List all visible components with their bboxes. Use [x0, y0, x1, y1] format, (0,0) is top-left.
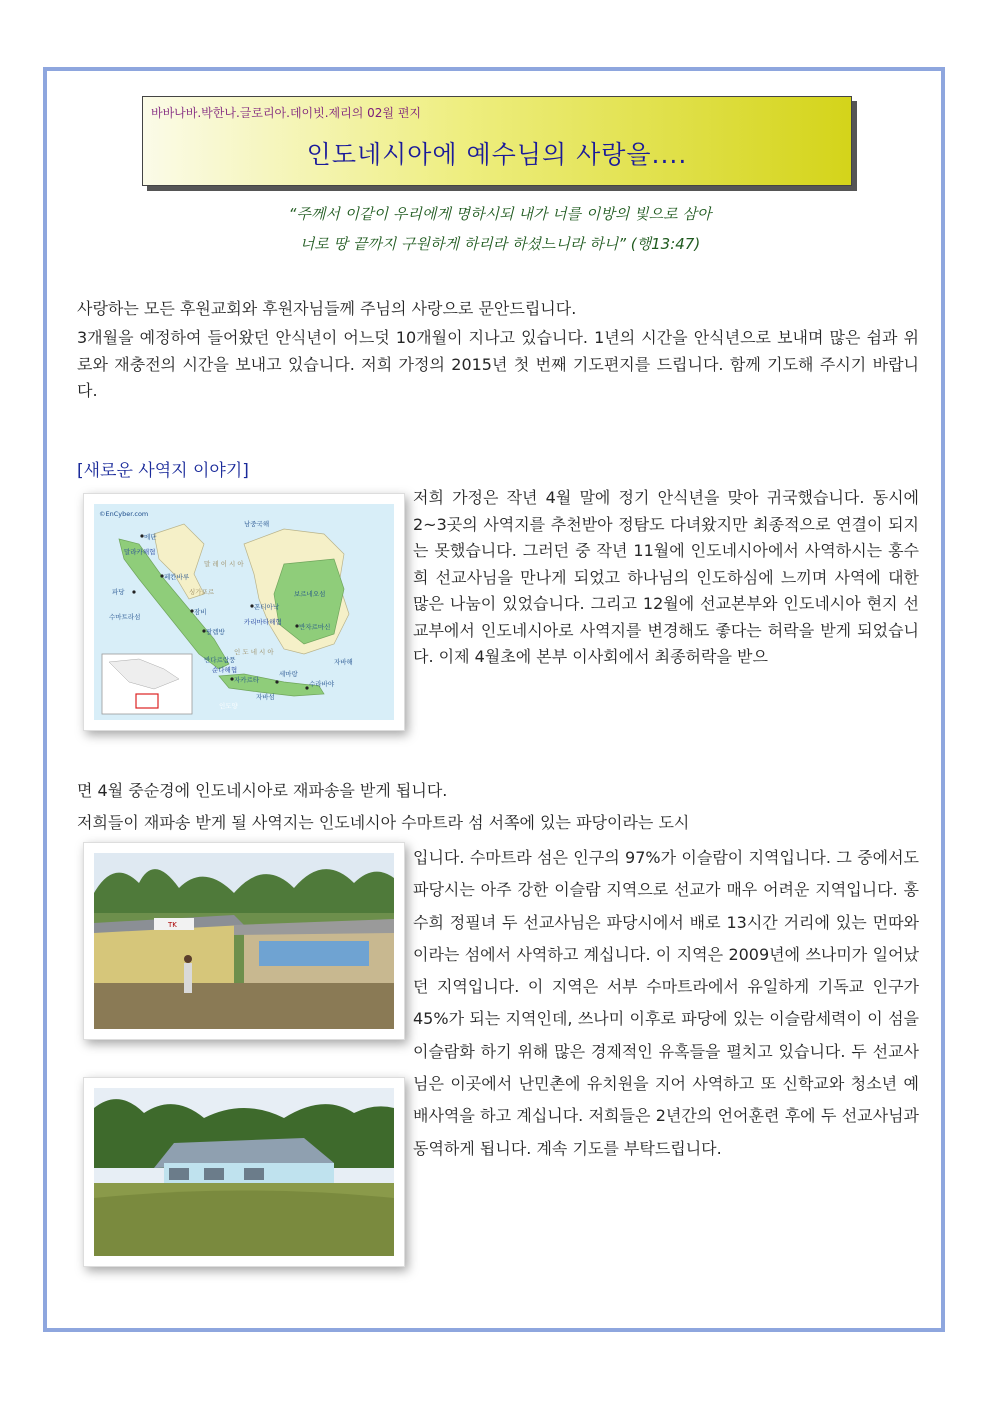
map-label-palembang: 팔렘방	[206, 628, 225, 636]
map-label-indian-ocean: 인도양	[219, 702, 238, 710]
map-label-malaysia: 말 레 이 시 아	[204, 560, 244, 568]
map-label-karimata: 카리마타해협	[244, 618, 282, 626]
map-label-medan: 메단	[144, 533, 157, 541]
greeting: 사랑하는 모든 후원교회와 후원자님들께 주님의 사랑으로 문안드립니다.	[77, 299, 577, 318]
banner-title: 인도네시아에 예수님의 사랑을....	[306, 140, 688, 169]
map-label-semarang: 세마랑	[279, 670, 298, 678]
map-label-south-china-sea: 남중국해	[244, 520, 270, 528]
map-credit: ©EnCyber.com	[99, 510, 149, 518]
intro-paragraph: 3개월을 예정하여 들어왔던 안식년이 어느덧 10개월이 지나고 있습니다. 1년의 시간을 안식년으로 보내며 많은 쉼과 위로와 재충전의 시간을 보내고 있습니다. 저희 가정의 2015년 첫 번째 기도편지를 드립니다. 함께 기도해 주시기 바랍니다.	[77, 328, 919, 400]
banner-subtitle: 바바나바.박한나.글로리아.데이빗.제리의 02월 편지	[151, 106, 421, 120]
map-label-bandar: 반다르람풍	[204, 656, 236, 664]
verse-line-1: “주께서 이같이 우리에게 명하시되 내가 너를 이방의 빛으로 삼아	[288, 205, 712, 223]
section-paragraph-1-tail: 면 4월 중순경에 인도네시아로 재파송을 받게 됩니다.	[77, 781, 448, 800]
verse-line-2: 너로 땅 끝까지 구원하게 하리라 하셨느니라 하니” (행13:47)	[299, 235, 701, 253]
map-label-pontianak: 폰티아낙	[254, 603, 280, 611]
letter-banner	[142, 96, 852, 186]
map-label-indonesia: 인 도 네 시 아	[234, 648, 274, 656]
map-label-malacca: 말라카해협	[124, 548, 156, 556]
school-sign: TK	[168, 921, 177, 929]
indonesia-map	[83, 493, 405, 731]
section-paragraph-2-head: 저희들이 재파송 받게 될 사역지는 인도네시아 수마트라 섬 서쪽에 있는 파당이라는 도시	[77, 813, 690, 832]
map-label-java-sea: 자바해	[334, 658, 353, 666]
map-label-jakarta: 자카르타	[234, 676, 260, 684]
map-label-sumatra: 수마트라섬	[109, 613, 141, 621]
map-label-jambi: 잠비	[194, 608, 207, 616]
map-label-surabaya: 수라바야	[309, 680, 335, 688]
map-label-padang: 파당	[112, 588, 125, 596]
school-photo	[83, 842, 405, 1040]
map-label-borneo: 보르네오섬	[294, 590, 326, 598]
section-heading: [새로운 사역지 이야기]	[77, 461, 249, 481]
map-label-pekanbaru: 페칸바루	[164, 573, 190, 581]
section-paragraph-2: 입니다. 수마트라 섬은 인구의 97%가 이슬람이 지역입니다. 그 중에서도 파당시는 아주 강한 이슬람 지역으로 선교가 매우 어려운 지역입니다. 홍수희 정필녀 두 선교사님은 파당시에서 배로 13시간 거리에 있는 먼따와이라는 섬에서 사역하고 계십니다. 이 지역은 2009년에 쓰나미가 일어났던 지역입니다. 이 지역은 서부 수마트라에서 유일하게 기독교 인구가 45%가 되는 지역인데, 쓰나미 이후로 파당에 있는 이슬람세력이 이 섬을 이슬람화 하기 위해 많은 경제적인 유혹들을 펼치고 있습니다. 두 선교사님은 이곳에서 난민촌에 유치원을 지어 사역하고 또 신학교와 청소년 예배사역을 하고 계십니다. 저희들은 2년간의 언어훈련 후에 두 선교사님과 동역하게 됩니다. 계속 기도를 부탁드립니다.	[413, 848, 919, 1158]
map-label-sunda: 순다해협	[212, 666, 238, 674]
church-photo	[83, 1077, 405, 1267]
section-paragraph-1: 저희 가정은 작년 4월 말에 정기 안식년을 맞아 귀국했습니다. 동시에 2~3곳의 사역지를 추천받아 정탐도 다녀왔지만 최종적으로 연결이 되지는 못했습니다. 그러던 중 작년 11월에 인도네시아에서 사역하시는 홍수희 선교사님을 만나게 되었고 하나님의 인도하심에 느끼며 사역에 대한 많은 나눔이 있었습니다. 그리고 12월에 선교본부와 인도네시아 현지 선교부에서 인도네시아로 사역지를 변경해도 좋다는 허락을 받게 되었습니다. 이제 4월초에 본부 이사회에서 최종허락을 받으	[413, 488, 919, 666]
map-label-singapore: 싱가포르	[189, 588, 215, 596]
map-label-banjarmasin: 반자르마신	[299, 623, 331, 631]
map-label-java: 자바섬	[256, 693, 275, 701]
